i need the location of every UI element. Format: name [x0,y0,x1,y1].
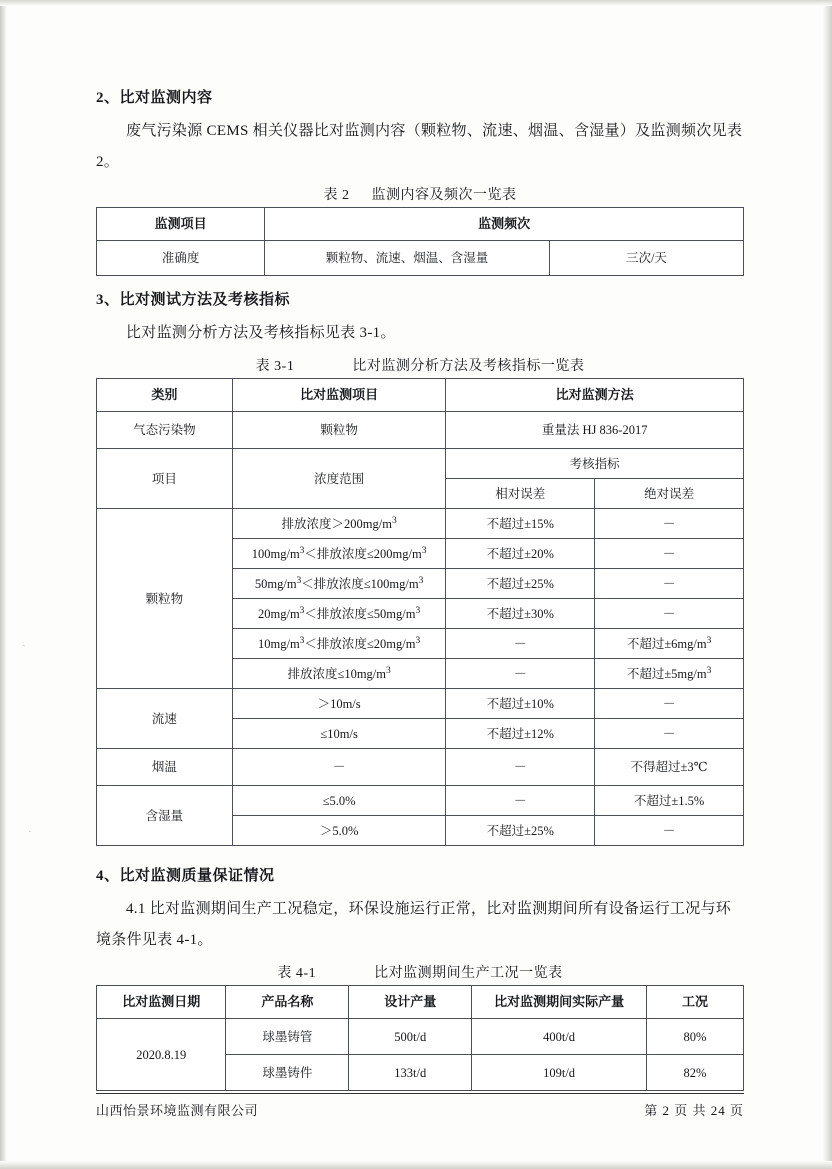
col-header-date: 比对监测日期 [97,986,226,1019]
cell-absolute-error: － [595,509,744,539]
table-2 [96,207,744,276]
cell-product-name: 球墨铸件 [226,1055,349,1091]
table-2-cell-frequency: 三次/天 [549,241,743,276]
table-41-caption-number: 表 4-1 [277,966,317,981]
table-31-caption-number: 表 3-1 [255,359,295,374]
table-2-caption-number: 表 2 [323,188,350,203]
cell-range: $20mg/m^3<$排放浓度$\le 50mg/m^3$ [232,599,446,629]
cell-relative-error: 不超过±30% [446,599,595,629]
section-3-paragraph: 比对监测分析方法及考核指标见表 3-1。 [126,325,396,341]
section-2-heading: 2、比对监测内容 [96,90,213,106]
cell-relative-error: 不超过±25% [446,816,595,846]
cell-range: ＞5.0% [232,816,446,846]
table-31-caption [96,355,744,375]
page-footer [96,1093,744,1119]
cell-absolute-error: 不超过±1.5% [595,786,744,816]
cell-gas-method: 重量法 HJ 836-2017 [446,412,744,449]
table-2-caption [96,184,744,204]
cell-range: － [232,749,446,786]
col-header-category: 类别 [97,379,233,412]
cell-absolute-error: － [595,719,744,749]
col-header-product: 产品名称 [226,986,349,1019]
cell-absolute-error: 不超过$\pm 6mg/m^3$ [595,629,744,659]
cell-relative-error: － [446,786,595,816]
cell-range: ≤10m/s [232,719,446,749]
cell-relative-error: 不超过±20% [446,539,595,569]
col-header-method: 比对监测方法 [446,379,744,412]
cell-design-output: 133t/d [349,1055,472,1091]
cell-absolute-error: － [595,816,744,846]
table-row [97,412,744,449]
cell-relative-error: 不超过±15% [446,509,595,539]
table-41-caption-title: 比对监测期间生产工况一览表 [374,966,563,981]
table-2-caption-title: 监测内容及频次一览表 [371,188,517,203]
table-row [97,208,744,241]
cell-range: $50mg/m^3<$排放浓度$\le 100mg/m^3$ [232,569,446,599]
table-row [97,749,744,786]
cell-absolute-error: － [595,569,744,599]
table-row [97,449,744,479]
cell-absolute-error: 不超过$\pm 5mg/m^3$ [595,659,744,689]
cell-relative-error: 不超过±25% [446,569,595,599]
cell-relative-error: 不超过±10% [446,689,595,719]
cell-absolute-error: － [595,599,744,629]
section-3 [96,288,744,846]
cell-range: ≤5.0% [232,786,446,816]
table-2-header-freq: 监测频次 [265,208,744,241]
cell-design-output: 500t/d [349,1019,472,1055]
cell-relative-error: 不超过±12% [446,719,595,749]
scan-artifact: · [22,640,26,652]
cell-assessment-index-label: 考核指标 [446,449,744,479]
table-3-1 [96,378,744,846]
table-2-header-item: 监测项目 [97,208,265,241]
table-row [97,689,744,719]
section-4 [96,864,744,1091]
group-label-particulate: 颗粒物 [97,509,233,689]
cell-item-label: 项目 [97,449,233,509]
scan-artifact: · [28,826,32,838]
col-header-actual-output: 比对监测期间实际产量 [472,986,647,1019]
table-row [97,786,744,816]
cell-condition: 80% [646,1019,743,1055]
page-edge-left [0,0,7,1169]
cell-gas-project: 颗粒物 [232,412,446,449]
cell-range: 排放浓度$>200mg/m^3$ [232,509,446,539]
cell-relative-error: － [446,629,595,659]
table-4-1 [96,985,744,1091]
cell-range: ＞10m/s [232,689,446,719]
cell-relative-error: － [446,659,595,689]
group-label-humidity: 含湿量 [97,786,233,846]
cell-concentration-range-label: 浓度范围 [232,449,446,509]
table-row [97,986,744,1019]
col-header-absolute-error: 绝对误差 [595,479,744,509]
section-4-heading: 4、比对监测质量保证情况 [96,868,275,884]
col-header-condition: 工况 [646,986,743,1019]
section-4-paragraph: 4.1 比对监测期间生产工况稳定，环保设施运行正常，比对监测期间所有设备运行工况与环境条件见表 4-1。 [96,901,732,948]
group-label-flue-temp: 烟温 [97,749,233,786]
table-row [97,241,744,276]
page-content [96,86,744,1091]
col-header-project: 比对监测项目 [232,379,446,412]
cell-actual-output: 400t/d [472,1019,647,1055]
group-label-velocity: 流速 [97,689,233,749]
cell-absolute-error: － [595,539,744,569]
footer-company: 山西怡景环境监测有限公司 [96,1103,259,1118]
cell-range: $100mg/m^3<$排放浓度$\le 200mg/m^3$ [232,539,446,569]
table-2-cell-params: 颗粒物、流速、烟温、含湿量 [265,241,550,276]
table-41-caption [96,962,744,982]
cell-monitoring-date: 2020.8.19 [97,1019,226,1091]
table-2-cell-accuracy: 准确度 [97,241,265,276]
table-row [97,379,744,412]
cell-absolute-error: － [595,689,744,719]
cell-relative-error: － [446,749,595,786]
cell-absolute-error: 不得超过±3℃ [595,749,744,786]
cell-range: 排放浓度$\le 10mg/m^3$ [232,659,446,689]
section-2 [96,86,744,276]
cell-actual-output: 109t/d [472,1055,647,1091]
page-edge-right [823,0,832,1169]
page-edge-top [0,0,832,6]
cell-range: $10mg/m^3<$排放浓度$\le 20mg/m^3$ [232,629,446,659]
table-row [97,509,744,539]
cell-gas-pollutant: 气态污染物 [97,412,233,449]
table-row [97,1019,744,1055]
col-header-relative-error: 相对误差 [446,479,595,509]
section-3-heading: 3、比对测试方法及考核指标 [96,292,291,308]
col-header-design-output: 设计产量 [349,986,472,1019]
cell-condition: 82% [646,1055,743,1091]
section-2-paragraph: 废气污染源 CEMS 相关仪器比对监测内容（颗粒物、流速、烟温、含湿量）及监测频次见表 2。 [96,123,743,170]
footer-page-number: 第 2 页 共 24 页 [644,1103,744,1118]
cell-product-name: 球墨铸管 [226,1019,349,1055]
page-edge-bottom [0,1161,832,1169]
table-31-caption-title: 比对监测分析方法及考核指标一览表 [352,359,585,374]
